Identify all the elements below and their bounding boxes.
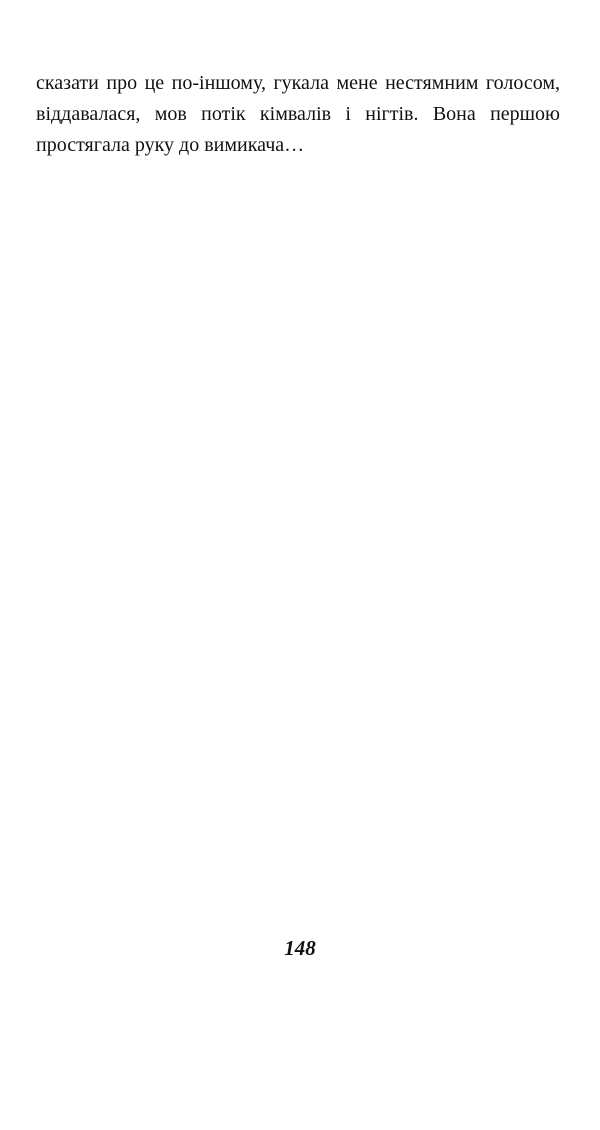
body-paragraph: сказати про це по-іншому, гукала мене нестямним голосом, віддавалася, мов потік кімвалів і нігтів. Вона першою простягала руку до вимикача… — [36, 72, 560, 156]
page-number: 148 — [284, 936, 316, 960]
body-text — [36, 68, 560, 161]
